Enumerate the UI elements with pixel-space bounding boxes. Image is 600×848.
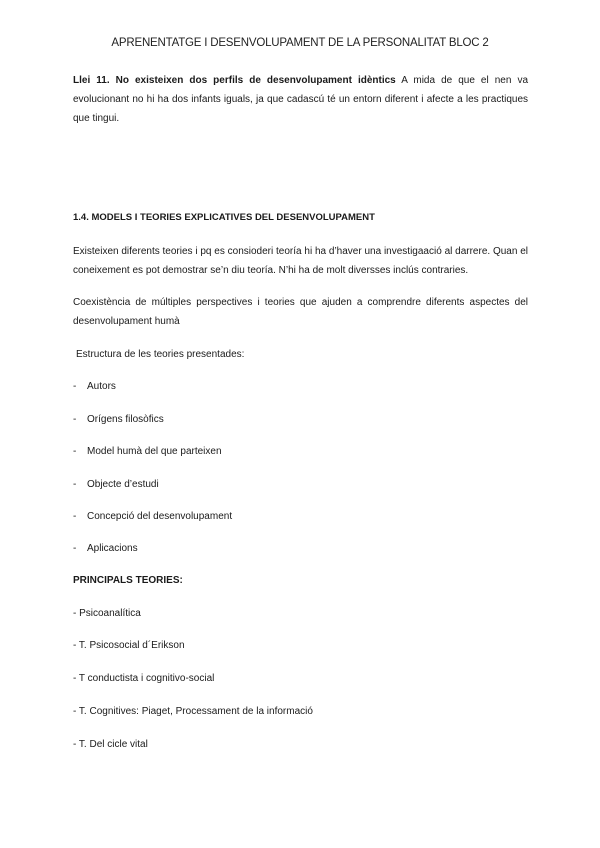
list-item xyxy=(73,479,159,490)
section-heading: 1.4. MODELS I TEORIES EXPLICATIVES DEL DESENVOLUPAMENT xyxy=(73,212,375,223)
bullet-marker: - xyxy=(73,381,77,392)
paragraph-perspectives: Coexistència de múltiples perspectives i teories que ajuden a comprendre diferents aspectes del desenvolupament humà xyxy=(73,297,528,327)
list-item-text: Model humà del que parteixen xyxy=(87,446,222,457)
theory-item: - T conductista i cognitivo-social xyxy=(73,673,215,684)
structure-label: Estructura de les teories presentades: xyxy=(76,349,245,360)
list-item xyxy=(73,543,138,554)
list-item-text: Concepció del desenvolupament xyxy=(87,511,233,522)
law-paragraph xyxy=(73,71,528,128)
list-item-text: Objecte d’estudi xyxy=(87,479,159,490)
bullet-marker: - xyxy=(73,414,77,425)
list-item-text: Aplicacions xyxy=(87,543,138,554)
paragraph-theories: Existeixen diferents teories i pq es consioderi teoría hi ha d’haver una investigaació al darrere. Quan el coneixement es pot demostrar se’n diu teoría. N’hi ha de molt diversses inclús contraries. xyxy=(73,246,528,276)
page-header: APRENENTATGE I DESENVOLUPAMENT DE LA PERSONALITAT BLOC 2 xyxy=(111,37,489,49)
theory-item: - Psicoanalítica xyxy=(73,608,141,619)
theory-item: - T. Psicosocial d´Erikson xyxy=(73,640,185,651)
list-item xyxy=(73,414,164,425)
bullet-marker: - xyxy=(73,543,77,554)
list-item xyxy=(73,446,222,457)
law-text: A mida de que el nen va evolucionant no hi ha dos infants iguals, ja que cadascú té un entorn diferent i afecte a les practiques que tingui. xyxy=(73,75,529,124)
theory-item: - T. Cognitives: Piaget, Processament de la informació xyxy=(73,706,313,717)
law-label: Llei 11. No existeixen dos perfils de desenvolupament idèntics xyxy=(73,75,396,86)
principals-heading: PRINCIPALS TEORIES: xyxy=(73,575,183,586)
bullet-marker: - xyxy=(73,446,77,457)
list-item xyxy=(73,511,232,522)
list-item-text: Orígens filosòfics xyxy=(87,414,164,425)
bullet-marker: - xyxy=(73,479,77,490)
list-item xyxy=(73,381,116,392)
list-item-text: Autors xyxy=(87,381,116,392)
bullet-marker: - xyxy=(73,511,77,522)
theory-item: - T. Del cicle vital xyxy=(73,739,148,750)
